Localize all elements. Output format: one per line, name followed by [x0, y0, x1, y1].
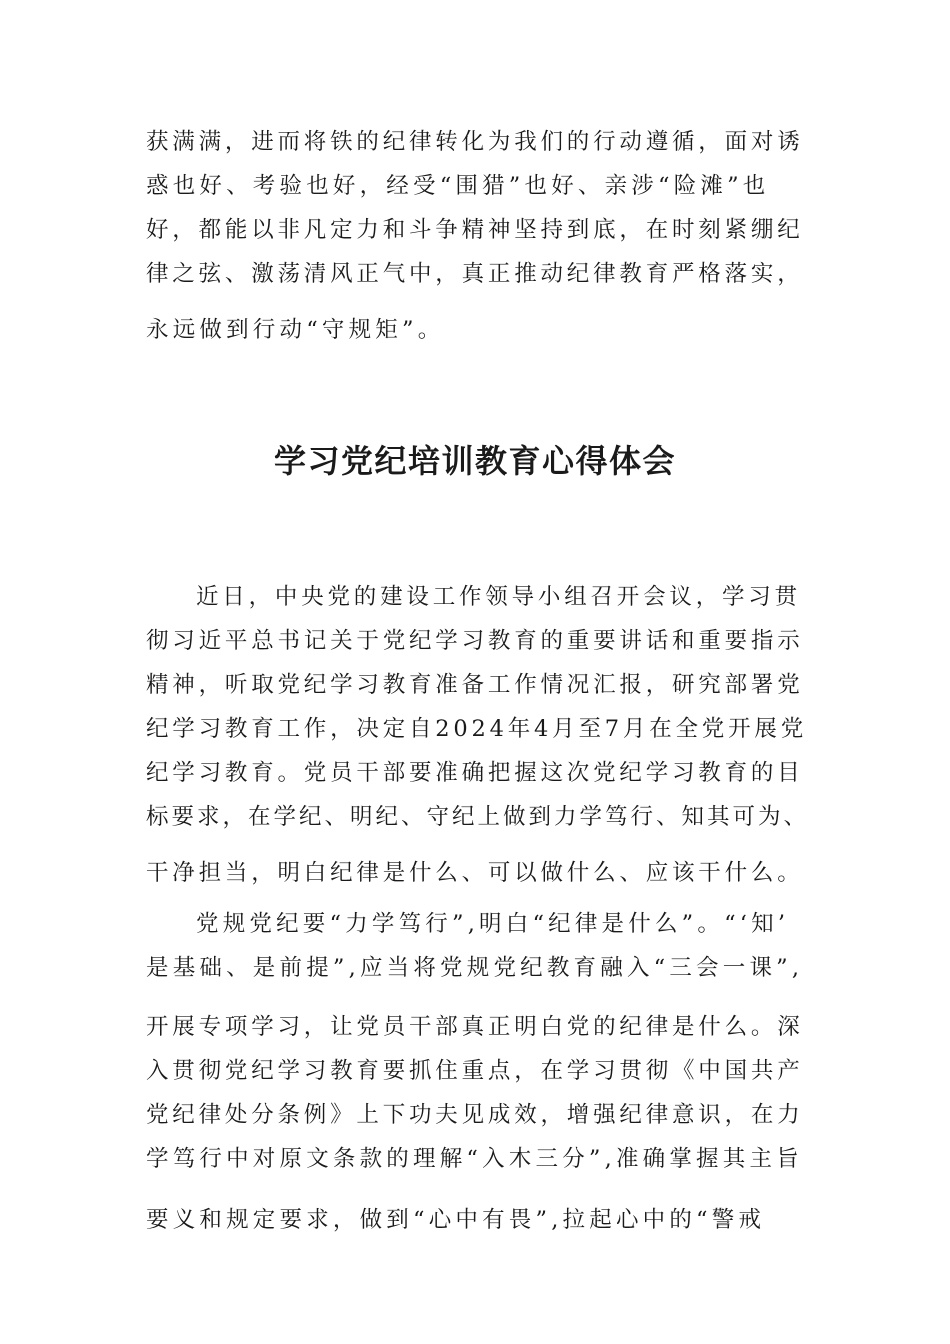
- text-line: 纪学习教育工作，决定自2024年4月至7月在全党开展党: [146, 716, 807, 742]
- text-line: 是基础、是前提”,应当将党规党纪教育融入“三会一课”,: [146, 955, 804, 981]
- text-line: 标要求，在学纪、明纪、守纪上做到力学笃行、知其可为、: [146, 804, 810, 830]
- text-line: 党纪律处分条例》上下功夫见成效，增强纪律意识，在力: [146, 1102, 804, 1128]
- text-line: 纪学习教育。党员干部要准确把握这次党纪学习教育的目: [146, 760, 804, 786]
- paragraph-first-line: 近日，中央党的建设工作领导小组召开会议，学习贯: [196, 584, 801, 610]
- text-line: 精神，听取党纪学习教育准备工作情况汇报，研究部署党: [146, 672, 804, 698]
- text-line: 干净担当，明白纪律是什么、可以做什么、应该干什么。: [146, 860, 804, 886]
- text-line: 要义和规定要求，做到“心中有畏”,拉起心中的“警戒: [146, 1207, 766, 1233]
- text-line: 好，都能以非凡定力和斗争精神坚持到底，在时刻紧绷纪: [146, 217, 804, 243]
- text-line: 开展专项学习，让党员干部真正明白党的纪律是什么。深: [146, 1014, 804, 1040]
- paragraph-first-line: 党规党纪要“力学笃行”,明白“纪律是什么”。“‘知’: [196, 911, 790, 937]
- text-line: 学笃行中对原文条款的理解“入木三分”,准确掌握其主旨: [146, 1146, 803, 1172]
- text-line: 获满满，进而将铁的纪律转化为我们的行动遵循，面对诱: [146, 129, 804, 155]
- text-line: 永远做到行动“守规矩”。: [146, 317, 445, 343]
- document-title: 学习党纪培训教育心得体会: [273, 442, 676, 480]
- text-line: 入贯彻党纪学习教育要抓住重点，在学习贯彻《中国共产: [146, 1058, 804, 1084]
- text-line: 惑也好、考验也好，经受“围猎”也好、亲涉“险滩”也: [146, 173, 770, 199]
- text-line: 彻习近平总书记关于党纪学习教育的重要讲话和重要指示: [146, 628, 804, 654]
- text-line: 律之弦、激荡清风正气中，真正推动纪律教育严格落实，: [146, 261, 804, 287]
